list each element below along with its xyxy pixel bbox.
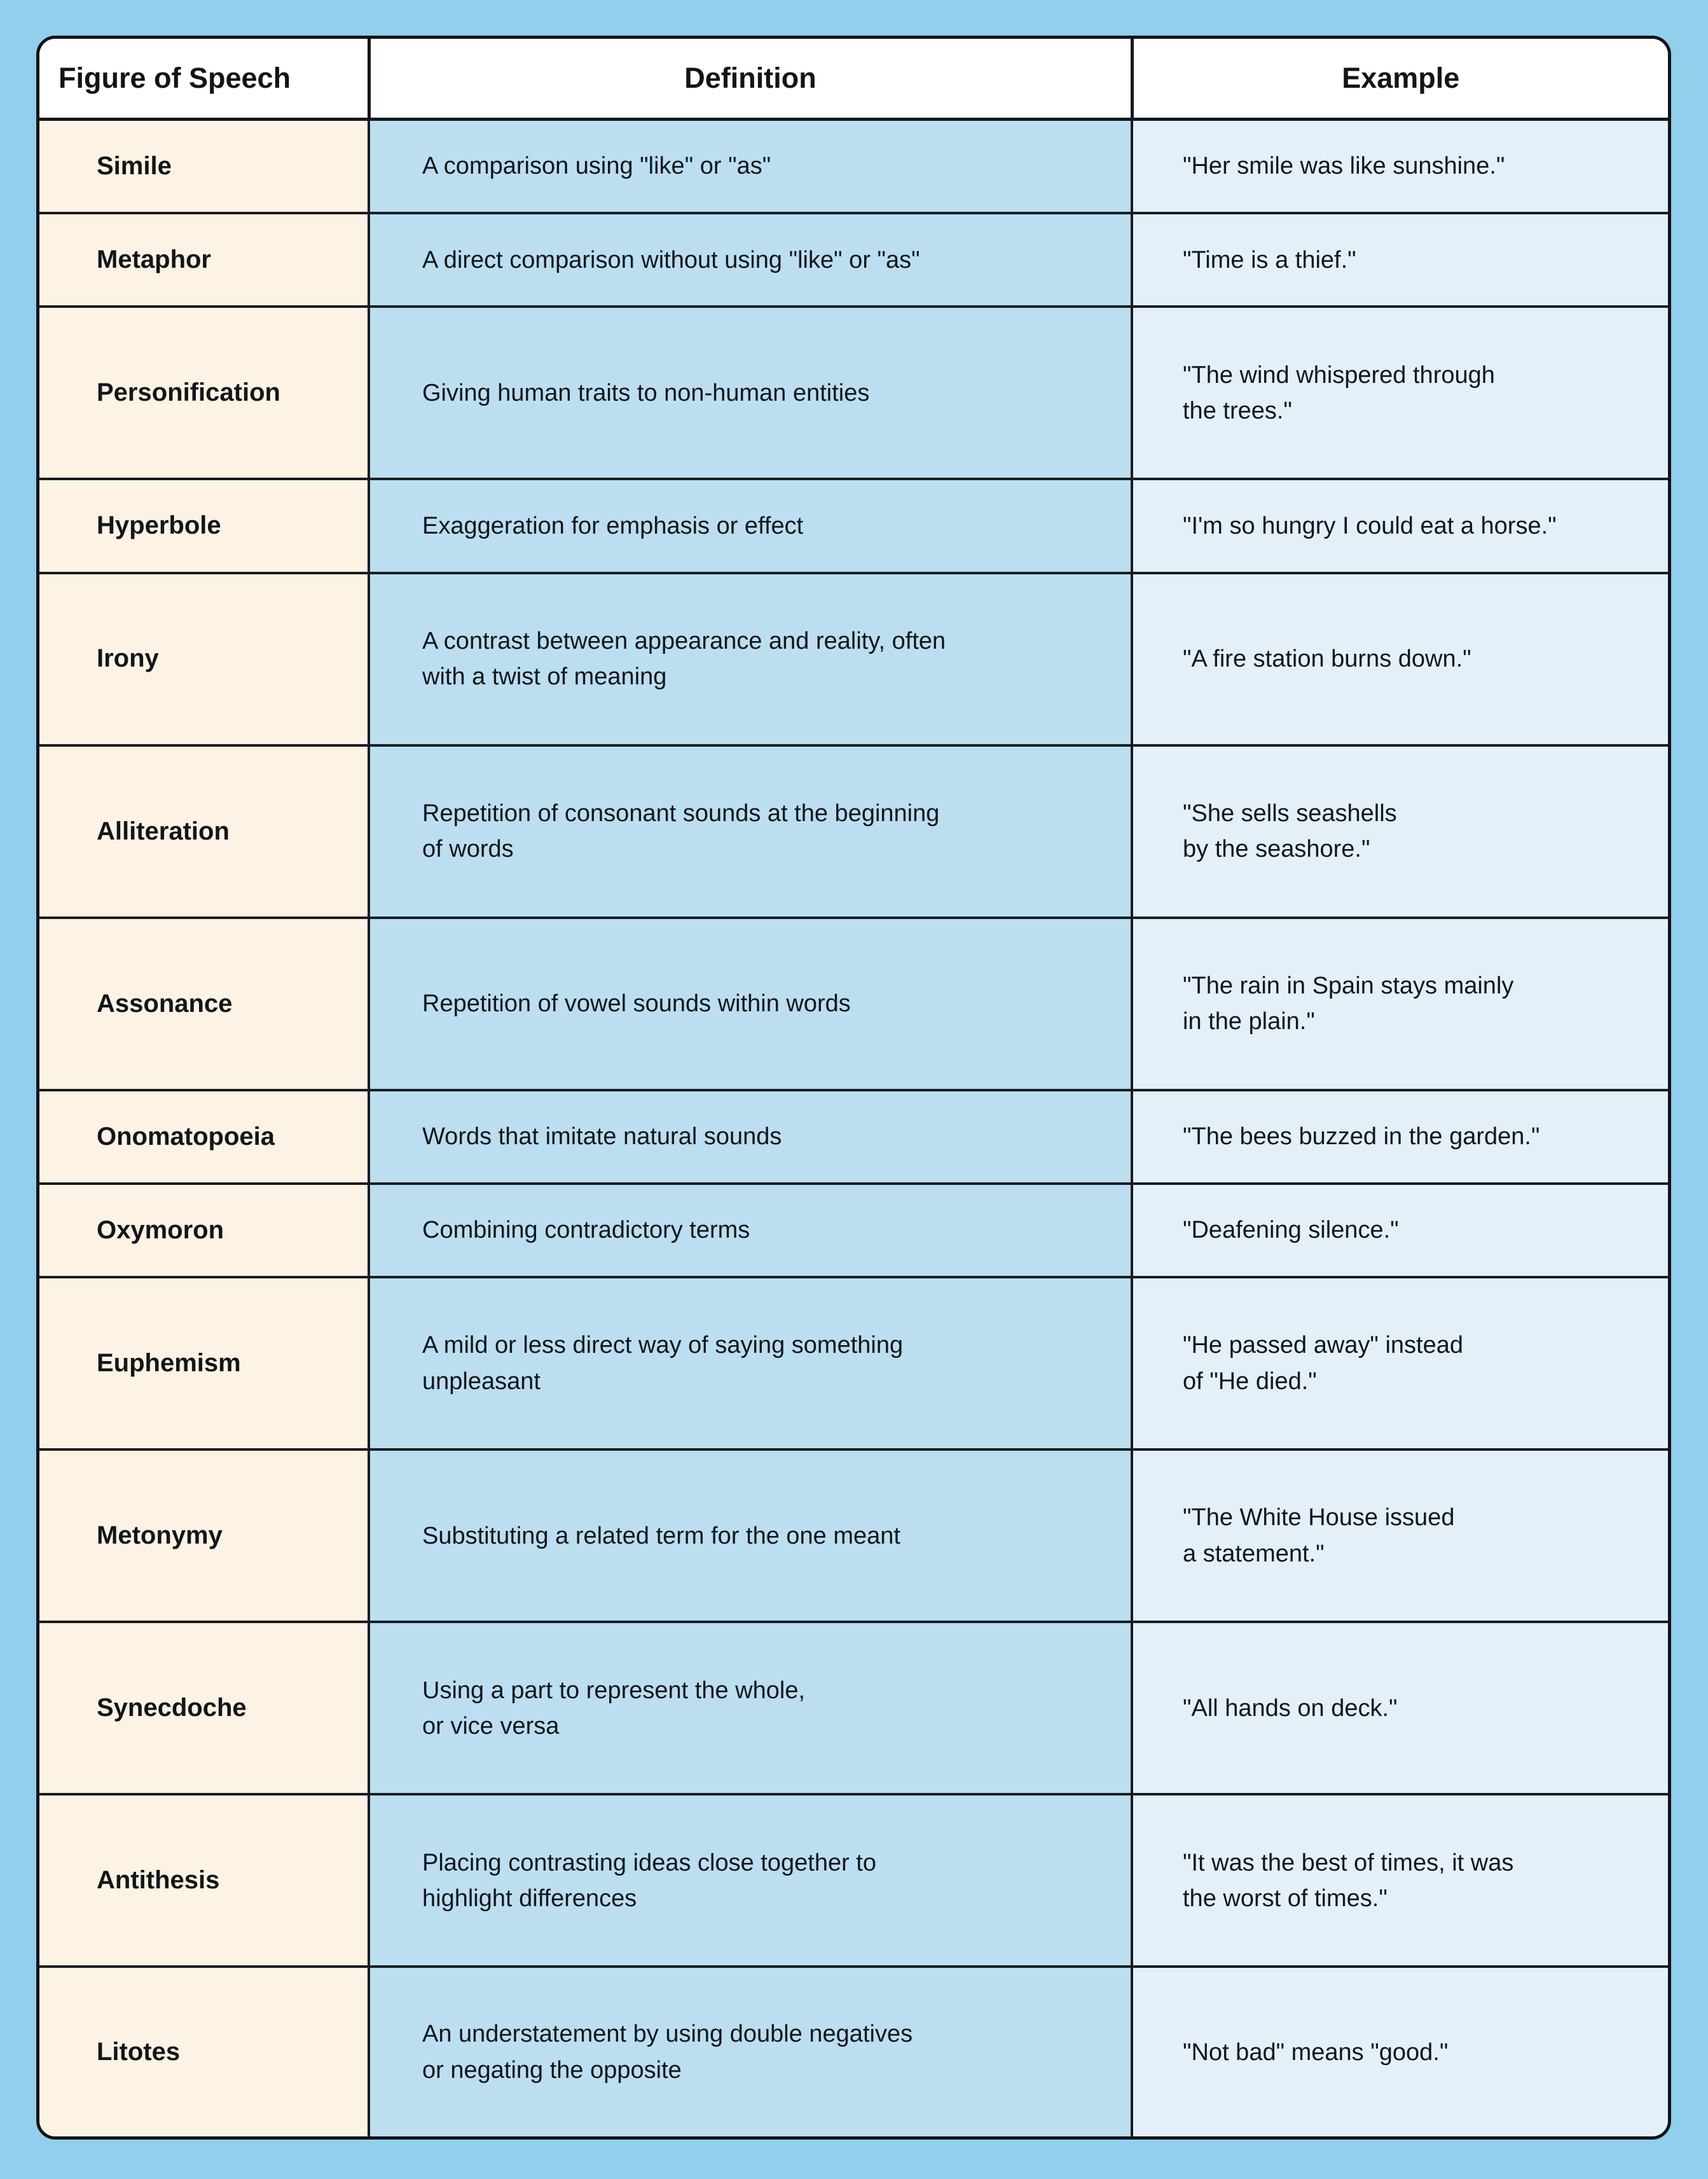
column-header-definition: Definition bbox=[369, 39, 1132, 119]
cell-definition-line: or vice versa bbox=[422, 1712, 560, 1740]
cell-definition-line: Placing contrasting ideas close together to bbox=[422, 1849, 876, 1876]
table-body bbox=[39, 119, 1668, 2136]
cell-definition-line: with a twist of meaning bbox=[422, 663, 667, 691]
cell-example-line: the worst of times." bbox=[1183, 1885, 1388, 1912]
cell-definition-line: A mild or less direct way of saying something bbox=[422, 1332, 904, 1359]
cell-definition-line: Using a part to represent the whole, bbox=[422, 1677, 806, 1704]
column-header-example: Example bbox=[1132, 39, 1668, 119]
table-header bbox=[39, 39, 1668, 119]
table-row bbox=[39, 479, 1668, 572]
cell-example-line: "Not bad" means "good." bbox=[1183, 2038, 1449, 2066]
cell-figure-of-speech: Personification bbox=[39, 307, 369, 479]
cell-definition bbox=[369, 1967, 1132, 2136]
cell-definition-line: of words bbox=[422, 836, 514, 863]
cell-example bbox=[1132, 745, 1668, 918]
cell-example-line: "The rain in Spain stays mainly bbox=[1183, 972, 1514, 1000]
cell-example bbox=[1132, 1449, 1668, 1622]
cell-example bbox=[1132, 479, 1668, 572]
cell-definition bbox=[369, 307, 1132, 479]
table-row bbox=[39, 213, 1668, 307]
table-row bbox=[39, 307, 1668, 479]
table-row bbox=[39, 1090, 1668, 1184]
figures-of-speech-table-card bbox=[36, 36, 1671, 2140]
cell-figure-of-speech: Metonymy bbox=[39, 1449, 369, 1622]
cell-definition bbox=[369, 573, 1132, 745]
cell-figure-of-speech: Metaphor bbox=[39, 213, 369, 307]
cell-example bbox=[1132, 1090, 1668, 1184]
cell-example-line: by the seashore." bbox=[1183, 836, 1370, 863]
table-row bbox=[39, 1449, 1668, 1622]
cell-example-line: "I'm so hungry I could eat a horse." bbox=[1183, 512, 1557, 539]
cell-example-line: the trees." bbox=[1183, 397, 1292, 424]
cell-figure-of-speech: Simile bbox=[39, 119, 369, 213]
cell-definition-line: Substituting a related term for the one meant bbox=[422, 1522, 900, 1549]
table-row bbox=[39, 1967, 1668, 2136]
cell-example-line: "Deafening silence." bbox=[1183, 1217, 1399, 1244]
cell-figure-of-speech: Oxymoron bbox=[39, 1184, 369, 1277]
cell-figure-of-speech: Assonance bbox=[39, 918, 369, 1090]
cell-example bbox=[1132, 307, 1668, 479]
cell-definition-line: unpleasant bbox=[422, 1367, 541, 1395]
cell-definition-line: A direct comparison without using "like" or "as" bbox=[422, 246, 920, 273]
cell-example-line: "He passed away" instead bbox=[1183, 1332, 1464, 1359]
cell-definition bbox=[369, 1184, 1132, 1277]
cell-example bbox=[1132, 1622, 1668, 1794]
cell-definition bbox=[369, 1622, 1132, 1794]
cell-definition-line: A contrast between appearance and reality, often bbox=[422, 627, 946, 654]
cell-definition-line: Words that imitate natural sounds bbox=[422, 1123, 782, 1151]
cell-example bbox=[1132, 1794, 1668, 1967]
cell-example bbox=[1132, 1967, 1668, 2136]
column-header-figure-of-speech: Figure of Speech bbox=[39, 39, 369, 119]
cell-example-line: "It was the best of times, it was bbox=[1183, 1849, 1514, 1876]
cell-figure-of-speech: Synecdoche bbox=[39, 1622, 369, 1794]
cell-figure-of-speech: Alliteration bbox=[39, 745, 369, 918]
cell-definition-line: An understatement by using double negatives bbox=[422, 2021, 913, 2048]
cell-definition-line: Repetition of vowel sounds within words bbox=[422, 990, 851, 1018]
cell-definition-line: Giving human traits to non-human entities bbox=[422, 379, 870, 406]
table-row bbox=[39, 918, 1668, 1090]
cell-example-line: "A fire station burns down." bbox=[1183, 645, 1471, 672]
table-row bbox=[39, 119, 1668, 213]
cell-example bbox=[1132, 119, 1668, 213]
cell-example-line: "She sells seashells bbox=[1183, 799, 1397, 827]
cell-definition-line: Exaggeration for emphasis or effect bbox=[422, 512, 804, 539]
table-row bbox=[39, 1794, 1668, 1967]
table-row bbox=[39, 745, 1668, 918]
cell-example-line: of "He died." bbox=[1183, 1367, 1317, 1395]
cell-figure-of-speech: Onomatopoeia bbox=[39, 1090, 369, 1184]
cell-definition-line: Combining contradictory terms bbox=[422, 1217, 750, 1244]
cell-example bbox=[1132, 1277, 1668, 1449]
table-row bbox=[39, 1622, 1668, 1794]
cell-example bbox=[1132, 213, 1668, 307]
cell-example-line: in the plain." bbox=[1183, 1008, 1315, 1035]
cell-definition bbox=[369, 1090, 1132, 1184]
table-row bbox=[39, 573, 1668, 745]
cell-definition bbox=[369, 1794, 1132, 1967]
cell-definition-line: or negating the opposite bbox=[422, 2056, 682, 2084]
cell-figure-of-speech: Euphemism bbox=[39, 1277, 369, 1449]
cell-definition-line: A comparison using "like" or "as" bbox=[422, 153, 771, 180]
table-header-row bbox=[39, 39, 1668, 119]
cell-definition bbox=[369, 119, 1132, 213]
cell-example bbox=[1132, 1184, 1668, 1277]
cell-figure-of-speech: Antithesis bbox=[39, 1794, 369, 1967]
cell-definition bbox=[369, 1277, 1132, 1449]
table-row bbox=[39, 1277, 1668, 1449]
cell-example-line: "The wind whispered through bbox=[1183, 361, 1495, 389]
cell-definition-line: Repetition of consonant sounds at the beginning bbox=[422, 799, 940, 827]
cell-example-line: "The bees buzzed in the garden." bbox=[1183, 1123, 1540, 1151]
cell-definition bbox=[369, 1449, 1132, 1622]
table-row bbox=[39, 1184, 1668, 1277]
cell-figure-of-speech: Irony bbox=[39, 573, 369, 745]
cell-definition bbox=[369, 213, 1132, 307]
cell-example-line: "The White House issued bbox=[1183, 1504, 1455, 1532]
cell-figure-of-speech: Litotes bbox=[39, 1967, 369, 2136]
cell-definition bbox=[369, 918, 1132, 1090]
cell-definition bbox=[369, 745, 1132, 918]
cell-example-line: "Her smile was like sunshine." bbox=[1183, 153, 1505, 180]
cell-figure-of-speech: Hyperbole bbox=[39, 479, 369, 572]
figures-of-speech-table bbox=[39, 39, 1668, 2136]
cell-definition-line: highlight differences bbox=[422, 1885, 637, 1912]
cell-definition bbox=[369, 479, 1132, 572]
cell-example bbox=[1132, 573, 1668, 745]
cell-example-line: a statement." bbox=[1183, 1540, 1325, 1567]
cell-example-line: "Time is a thief." bbox=[1183, 246, 1356, 273]
cell-example-line: "All hands on deck." bbox=[1183, 1694, 1398, 1722]
cell-example bbox=[1132, 918, 1668, 1090]
